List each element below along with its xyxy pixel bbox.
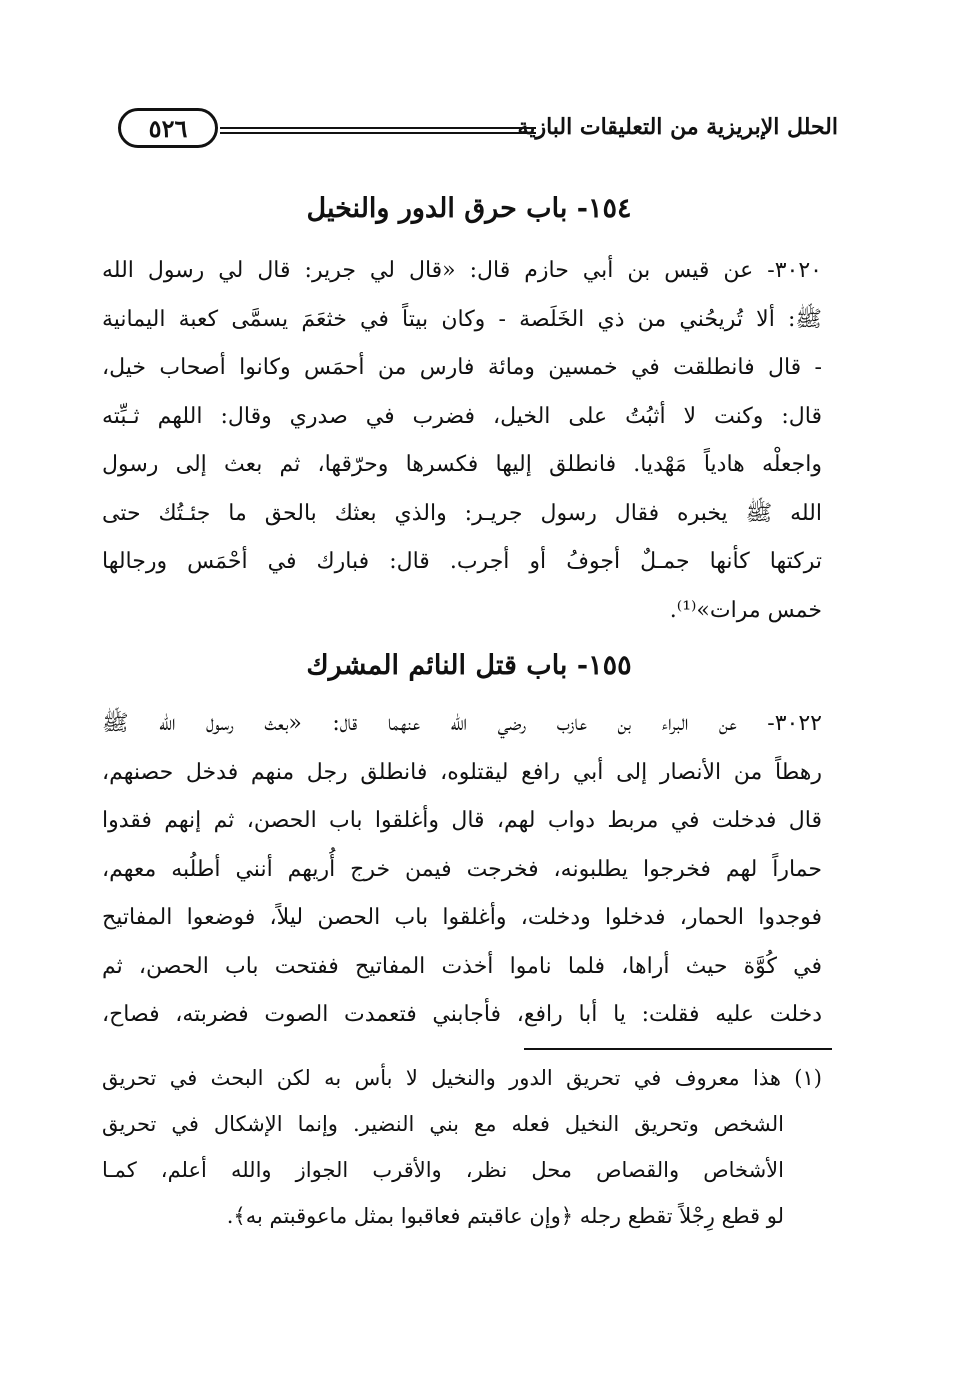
- footnote: [102, 1055, 822, 1239]
- footnote-line: لو قطع رِجْلاً تقطع رجله ﴿وإن عاقبتم فعاقبوا بمثل ماعوقبتم به﴾.: [226, 1204, 784, 1228]
- text-line: في كُوَّة حيث أراها، فلما ناموا أخذت المفاتيح ففتحت باب الحصن، ثم: [102, 953, 822, 979]
- hadith-paragraph: [102, 247, 822, 635]
- text-line: قال فدخلت في مربط دواب لهم، قال وأغلقوا باب الحصن، ثم إنهم فقدوا: [102, 808, 822, 833]
- text-line: خمس مرات»⁽¹⁾.: [669, 597, 822, 623]
- footnote-line: الأشخاص والقصاص محل نظر، والأقرب الجواز والله أعلم، كمـا: [102, 1158, 784, 1182]
- chapter-title: ١٥٤- باب حرق الدور والنخيل: [306, 193, 632, 224]
- text-line: دخلت عليه فقلت: يا أبا رافع، فأجابني فتعمدت الصوت فضربته، فصاح،: [102, 1002, 822, 1027]
- text-line: تركتها كأنها جمـلٌ أجوفُ أو أجرب. قال: فبارك في أحْمَس ورجالها: [102, 549, 822, 574]
- text-line: فوجدوا الحمار، فدخلوا ودخلت، وأغلقوا باب الحصن ليلاً، فوضعوا المفاتيح: [102, 905, 822, 930]
- hadith-paragraph: [102, 700, 822, 1040]
- text-line: حماراً لهم فخرجوا يطلبونه، فخرجت فيمن خرج أُريهم أنني أطلُبه معهم،: [102, 856, 822, 882]
- header-rule: [220, 127, 536, 134]
- footnote-line: (١) هذا معروف في تحريق الدور والنخيل لا بأس به لكن البحث في تحريق: [102, 1066, 822, 1090]
- text-line: رهطاً من الأنصار إلى أبي رافع ليقتلوه، فانطلق رجل منهم فدخل حصنهم،: [102, 759, 822, 785]
- text-line: الله ﷺ يخبره فقال رسول جريـر: والذي بعثك بالحق ما جئـتُك حتى: [102, 500, 822, 526]
- footnote-separator: [524, 1048, 832, 1050]
- text-line: واجعلْه هادياً مَهْديا. فانطلق إليها فكسرها وحرّقها، ثم بعث إلى رسول: [102, 452, 822, 477]
- book-title: الحلل الإبريزية من التعليقات البازية: [517, 114, 838, 140]
- text-line: قال: وكنت لا أثبُتُ على الخيل، فضرب في صدري وقال: اللهم ثـبِّته: [102, 403, 822, 429]
- text-line: ٣٠٢٢- عن البراء بن عازب رضي الله عنهما قال: «بعث رسول الله ﷺ: [102, 711, 822, 736]
- chapter-title: ١٥٥- باب قتل النائم المشرك: [306, 650, 632, 681]
- running-header: [100, 108, 838, 160]
- text-line: ﷺ: ألا تُريحُني من ذي الخَلَصة - وكان بيتاً في خثعَمَ يسمَّى كعبة اليمانية: [102, 306, 822, 332]
- footnote-line: الشخص وتحريق النخيل فعله مع بني النضير. وإنما الإشكال في تحريق: [102, 1112, 784, 1136]
- text-line: - قال فانطلقت في خمسين ومائة فارس من أحمَس وكانوا أصحاب خيل،: [102, 355, 822, 380]
- page-number: ٥٢٦: [118, 108, 218, 148]
- text-line: ٣٠٢٠- عن قيس بن أبي حازم قال: «قال لي جرير: قال لي رسول الله: [102, 258, 822, 283]
